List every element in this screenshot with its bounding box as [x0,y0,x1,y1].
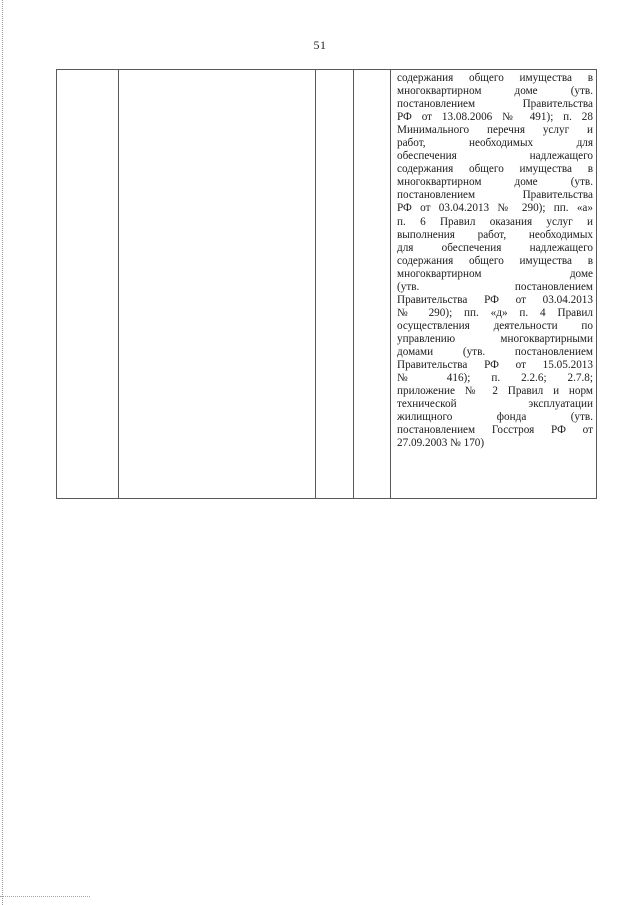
legal-text-line: управлению многоквартирными [397,332,593,345]
legal-text-line: обеспечения надлежащего [397,150,593,163]
scan-edge-bottom [0,896,90,897]
table-cell-col4 [354,70,391,499]
legal-text-line: содержания общего имущества в [397,72,593,84]
legal-text-line: постановлением Правительства [397,189,593,202]
legal-text-line: Правительства РФ от 03.04.2013 [397,293,593,306]
legal-text-line: постановлением Правительства [397,98,593,111]
legal-text-line: № 290); пп. «д» п. 4 Правил [397,306,593,319]
legal-text-line: содержания общего имущества в [397,254,593,267]
legal-text-line: РФ от 03.04.2013 № 290); пп. «а» [397,202,593,215]
legal-text-line: Минимального перечня услуг и [397,124,593,137]
legal-text-line: (утв. постановлением [397,280,593,293]
legal-basis-text [397,72,593,450]
legal-text-line: 27.09.2003 № 170) [397,437,485,450]
legal-basis-cell [391,70,597,499]
legal-text-line: многоквартирном доме (утв. [397,85,593,98]
legal-text-line: РФ от 13.08.2006 № 491); п. 28 [397,111,593,124]
legal-text-line: приложение № 2 Правил и норм [397,385,593,398]
legal-text-line: многоквартирном доме [397,267,593,280]
legal-text-line: п. 6 Правил оказания услуг и [397,215,593,228]
legal-text-line: для обеспечения надлежащего [397,241,593,254]
table-cell-col1 [57,70,119,499]
legal-text-line: выполнения работ, необходимых [397,228,593,241]
legal-text-line: многоквартирном доме (утв. [397,176,593,189]
table-cell-col3 [316,70,354,499]
table-cell-col2 [119,70,316,499]
table-row [57,70,597,499]
legal-table [56,69,597,499]
legal-text-line: № 416); п. 2.2.6; 2.7.8; [397,372,593,385]
legal-text-line: работ, необходимых для [397,137,593,150]
scan-edge-left [2,0,3,905]
legal-text-line: домами (утв. постановлением [397,345,593,358]
legal-text-line: постановлением Госстроя РФ от [397,424,593,437]
legal-text-line: содержания общего имущества в [397,163,593,176]
page-number: 51 [313,38,327,52]
legal-text-line: технической эксплуатации [397,398,593,411]
legal-text-line: осуществления деятельности по [397,319,593,332]
legal-text-line: Правительства РФ от 15.05.2013 [397,359,593,372]
legal-text-line: жилищного фонда (утв. [397,411,593,424]
